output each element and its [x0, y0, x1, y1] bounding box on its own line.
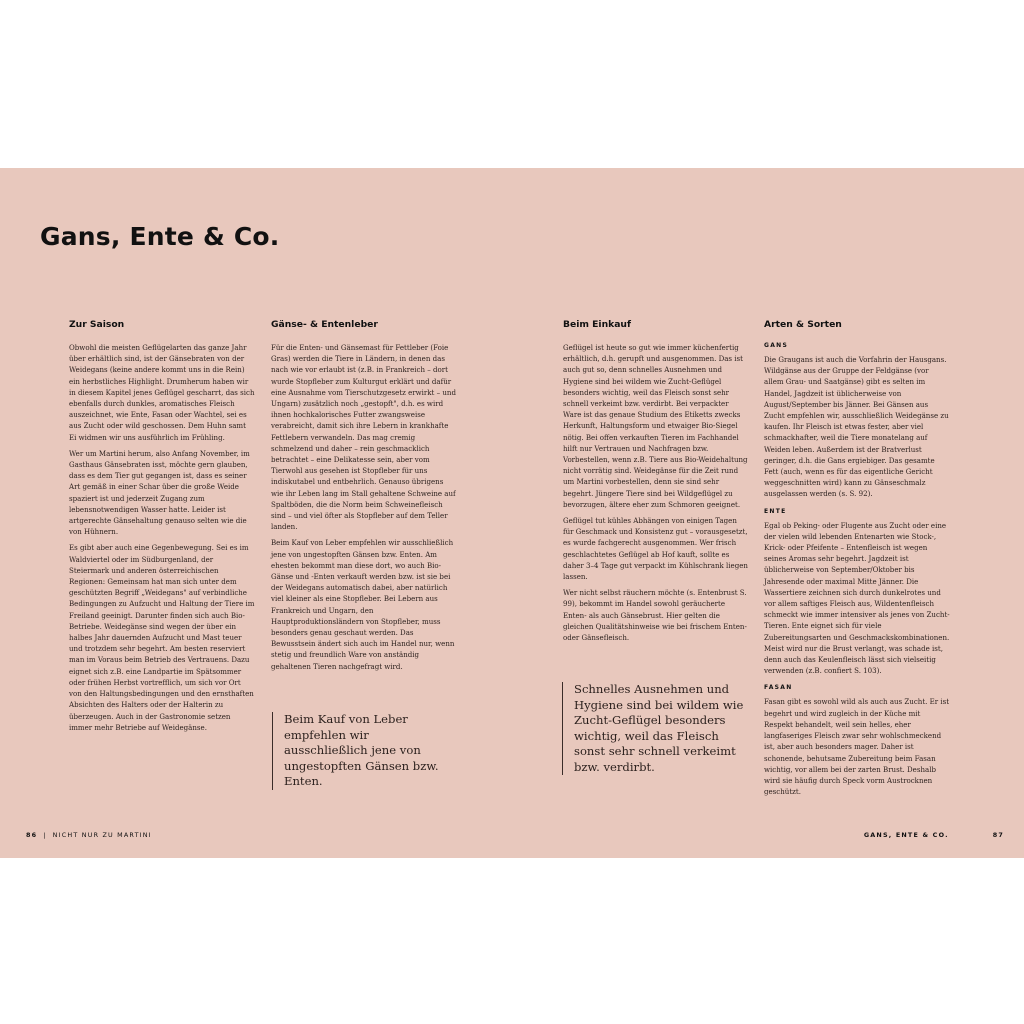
paragraph: Beim Kauf von Leber empfehlen wir ausschließlich jene von ungestopften Gänsen bzw. Enten. Am ehesten bekommt man diese dort, wo auch Bio-Gänse und -Enten verkauft werden bzw. ist sie bei der Weidegans automatisch dabei, aber natürlich viel kleiner als eine Stopfleber. Bei Lebern aus Frankreich und Ungarn, den Hauptproduktionsländern von Stopfleber, muss besonders genau geschaut werden. Das Bewusstsein ändert sich auch im Handel nur, wenn stetig und freundlich Ware von anständig gehaltenen Tieren nachgefragt wird.	[271, 538, 455, 671]
section-heading: Arten & Sorten	[764, 319, 842, 330]
section-heading: Zur Saison	[69, 319, 125, 330]
paragraph: Obwohl die meisten Geflügelarten das ganze Jahr über erhältlich sind, ist der Gänsebraten von der Weidegans (keine andere kommt uns in die Rein) ein herbstliches Highlight. Drumherum haben wir in diesem Kapitel jenes Geflügel gescharrt, das sich ebenfalls durch dunkles, aromatisches Fleisch auszeichnet, wie Ente, Fasan oder Wachtel, sei es aus Zucht oder wild geschossen. Dem Huhn samt Ei widmen wir uns ausführlich im Frühling.	[69, 343, 255, 442]
section-heading: Gänse- & Entenleber	[271, 319, 378, 330]
paragraph: Für die Enten- und Gänsemast für Fettleber (Foie Gras) werden die Tiere in Ländern, in denen das nach wie vor erlaubt ist (z.B. in Frankreich – dort wurde Stopfleber zum Kulturgut erklärt und dafür eine Ausnahme vom Tierschutzgesetz erwirkt – und Ungarn) zusätzlich noch „gestopft", d.h. es wird ihnen hochkalorisches Futter zwangsweise verabreicht, damit sich ihre Lebern in krankhafte Fettlebern verwandeln. Das mag cremig schmelzend und daher – rein geschmacklich betrachtet – eine Delikatesse sein, aber vom Tierwohl aus gesehen ist Stopfleber für uns indiskutabel und entbehrlich. Genauso übrigens wie ihr Leben lang im Stall gehaltene Schweine auf Spaltböden, die die Norm beim Schweinefleisch sind – und viel öfter als Stopfleber auf dem Teller landen.	[271, 343, 456, 532]
subheading-ente: ENTE	[764, 507, 787, 515]
page-number-left: 86	[26, 831, 38, 839]
subheading-gans: GANS	[764, 342, 789, 349]
pull-quote-left: Beim Kauf von Leber empfehlen wir ausschließlich jene von ungestopften Gänsen bzw. Enten.	[272, 712, 456, 790]
running-title-left: NICHT NUR ZU MARTINI	[52, 831, 152, 839]
column-arten-sorten	[764, 319, 950, 802]
page-number-right: 87	[992, 831, 1004, 839]
subheading-fasan: FASAN	[764, 684, 793, 692]
paragraph: Fasan gibt es sowohl wild als auch aus Zucht. Er ist begehrt und wird zugleich in der Küche mit Respekt behandelt, weil sein helles, eher langfaseriges Fleisch zwar sehr wohlschmeckend ist, aber auch besonders mager. Daher ist schonende, behutsame Zubereitung beim Fasan wichtig, vor allem bei der zarten Brust. Deshalb wird sie häufig durch Speck vorm Austrocknen geschützt.	[764, 697, 950, 797]
footer-separator: |	[43, 831, 47, 839]
book-spread	[0, 168, 1024, 858]
footer-left	[26, 831, 152, 839]
paragraph: Geflügel tut kühles Abhängen von einigen Tagen für Geschmack und Konsistenz gut – vorausgesetzt, es wurde fachgerecht ausgenommen. Wer frisch geschlachtetes Geflügel ab Hof kauft, sollte es daher 3–4 Tage gut verpackt im Kühlschrank liegen lassen.	[563, 516, 748, 582]
column-beim-einkauf	[563, 319, 749, 648]
chapter-title: Gans, Ente & Co.	[40, 222, 280, 251]
paragraph: Wer nicht selbst räuchern möchte (s. Entenbrust S. 99), bekommt im Handel sowohl geräucherte Enten- als auch Gänsebrust. Hier gelten die gleichen Qualitätshinweise wie bei frischem Enten- oder Gänsefleisch.	[563, 588, 747, 643]
running-title-right: GANS, ENTE & CO.	[863, 831, 949, 839]
paragraph: Es gibt aber auch eine Gegenbewegung. Sei es im Waldviertel oder im Südburgenland, der Steiermark und anderen österreichischen Regionen: Gemeinsam hat man sich unter dem geschützten Begriff „Weidegans" auf verbindliche Bedingungen zu Aufzucht und Haltung der Tiere im Freiland geeinigt. Darunter finden sich auch Bio-Betriebe. Weidegänse sind wegen der über ein halbes Jahr dauernden Aufzucht und Mast teuer und trotzdem sehr begehrt. Am besten reserviert man im Voraus beim Betrieb des Vertrauens. Dazu eignet sich z.B. eine Landpartie im Spätsommer oder frühen Herbst vortrefflich, um sich vor Ort von den Haltungsbedingungen und den ernsthaften Absichten des Halters oder der Halterin zu überzeugen. Auch in der Gastronomie setzen immer mehr Betriebe auf Weidegänse.	[69, 543, 255, 732]
pull-quote-right: Schnelles Ausnehmen und Hygiene sind bei wildem wie Zucht-Geflügel besonders wichtig, weil das Fleisch sonst sehr schnell verkeimt bzw. verdirbt.	[562, 682, 746, 775]
paragraph: Die Graugans ist auch die Vorfahrin der Hausgans. Wildgänse aus der Gruppe der Feldgänse (vor allem Grau- und Saatgänse) gibt es selten im Handel, Jagdzeit ist üblicherweise von August/September bis Jänner. Bei Gänsen aus Zucht empfehlen wir, ausschließlich Weidegänse zu kaufen. Ihr Fleisch ist etwas fester, aber viel schmackhafter, weil die Tiere monatelang auf Weiden leben. Außerdem ist der Bratverlust geringer, d.h. die Gans ergiebiger. Das gesamte Fett (auch, wenn es für das eigentliche Gericht weggeschnitten wird) kann zu Gänseschmalz ausgelassen werden (s. S. 92).	[764, 355, 949, 499]
footer-right	[864, 831, 1004, 839]
column-gaense-entenleber	[271, 319, 457, 677]
section-heading: Beim Einkauf	[563, 319, 631, 330]
paragraph: Egal ob Peking- oder Flugente aus Zucht oder eine der vielen wild lebenden Entenarten wie Stock-, Krick- oder Pfeifente – Entenfleisch ist wegen seines Aromas sehr begehrt. Jagdzeit ist üblicherweise von September/Oktober bis Jahresende oder maximal Mitte Jänner. Die Wassertiere zeichnen sich durch dunkelrotes und vor allem saftiges Fleisch aus, Wildentenfleisch schmeckt wie immer intensiver als jenes von Zucht-Tieren. Ente eignet sich für viele Zubereitungsarten und Geschmackskombinationen. Meist wird nur die Brust verlangt, was schade ist, denn auch das Keulenfleisch lässt sich vielseitig verwenden (z.B. confiert S. 103).	[764, 520, 950, 676]
paragraph: Wer um Martini herum, also Anfang November, im Gasthaus Gänsebraten isst, möchte gern glauben, dass es dem Tier gut gegangen ist, dass es seiner Art gemäß in einer Schar über die große Weide spaziert ist und jederzeit Zugang zum lebensnotwendigen Wasser hatte. Leider ist artgerechte Gänsehaltung genauso selten wie die von Hühnern.	[69, 448, 250, 537]
column-zur-saison	[69, 319, 255, 738]
paragraph: Geflügel ist heute so gut wie immer küchenfertig erhältlich, d.h. gerupft und ausgenommen. Das ist auch gut so, denn schnelles Ausnehmen und Hygiene sind bei wildem wie Zucht-Geflügel besonders wichtig, weil das Fleisch sonst sehr schnell verkeimt bzw. verdirbt. Bei verpackter Ware ist das genaue Studium des Etiketts zwecks Herkunft, Haltungsform und etwaiger Bio-Siegel nötig. Bei offen verkauften Tieren im Fachhandel hilft nur Vertrauen und Nachfragen bzw. Vorbestellen, wenn z.B. Tiere aus Bio-Weidehaltung nicht vorrätig sind. Weidegänse für die Zeit rund um Martini vorbestellen, denn sie sind sehr begehrt. Jüngere Tiere sind bei Wildgeflügel zu bevorzugen, ältere eher zum Schmoren geeignet.	[563, 343, 748, 509]
